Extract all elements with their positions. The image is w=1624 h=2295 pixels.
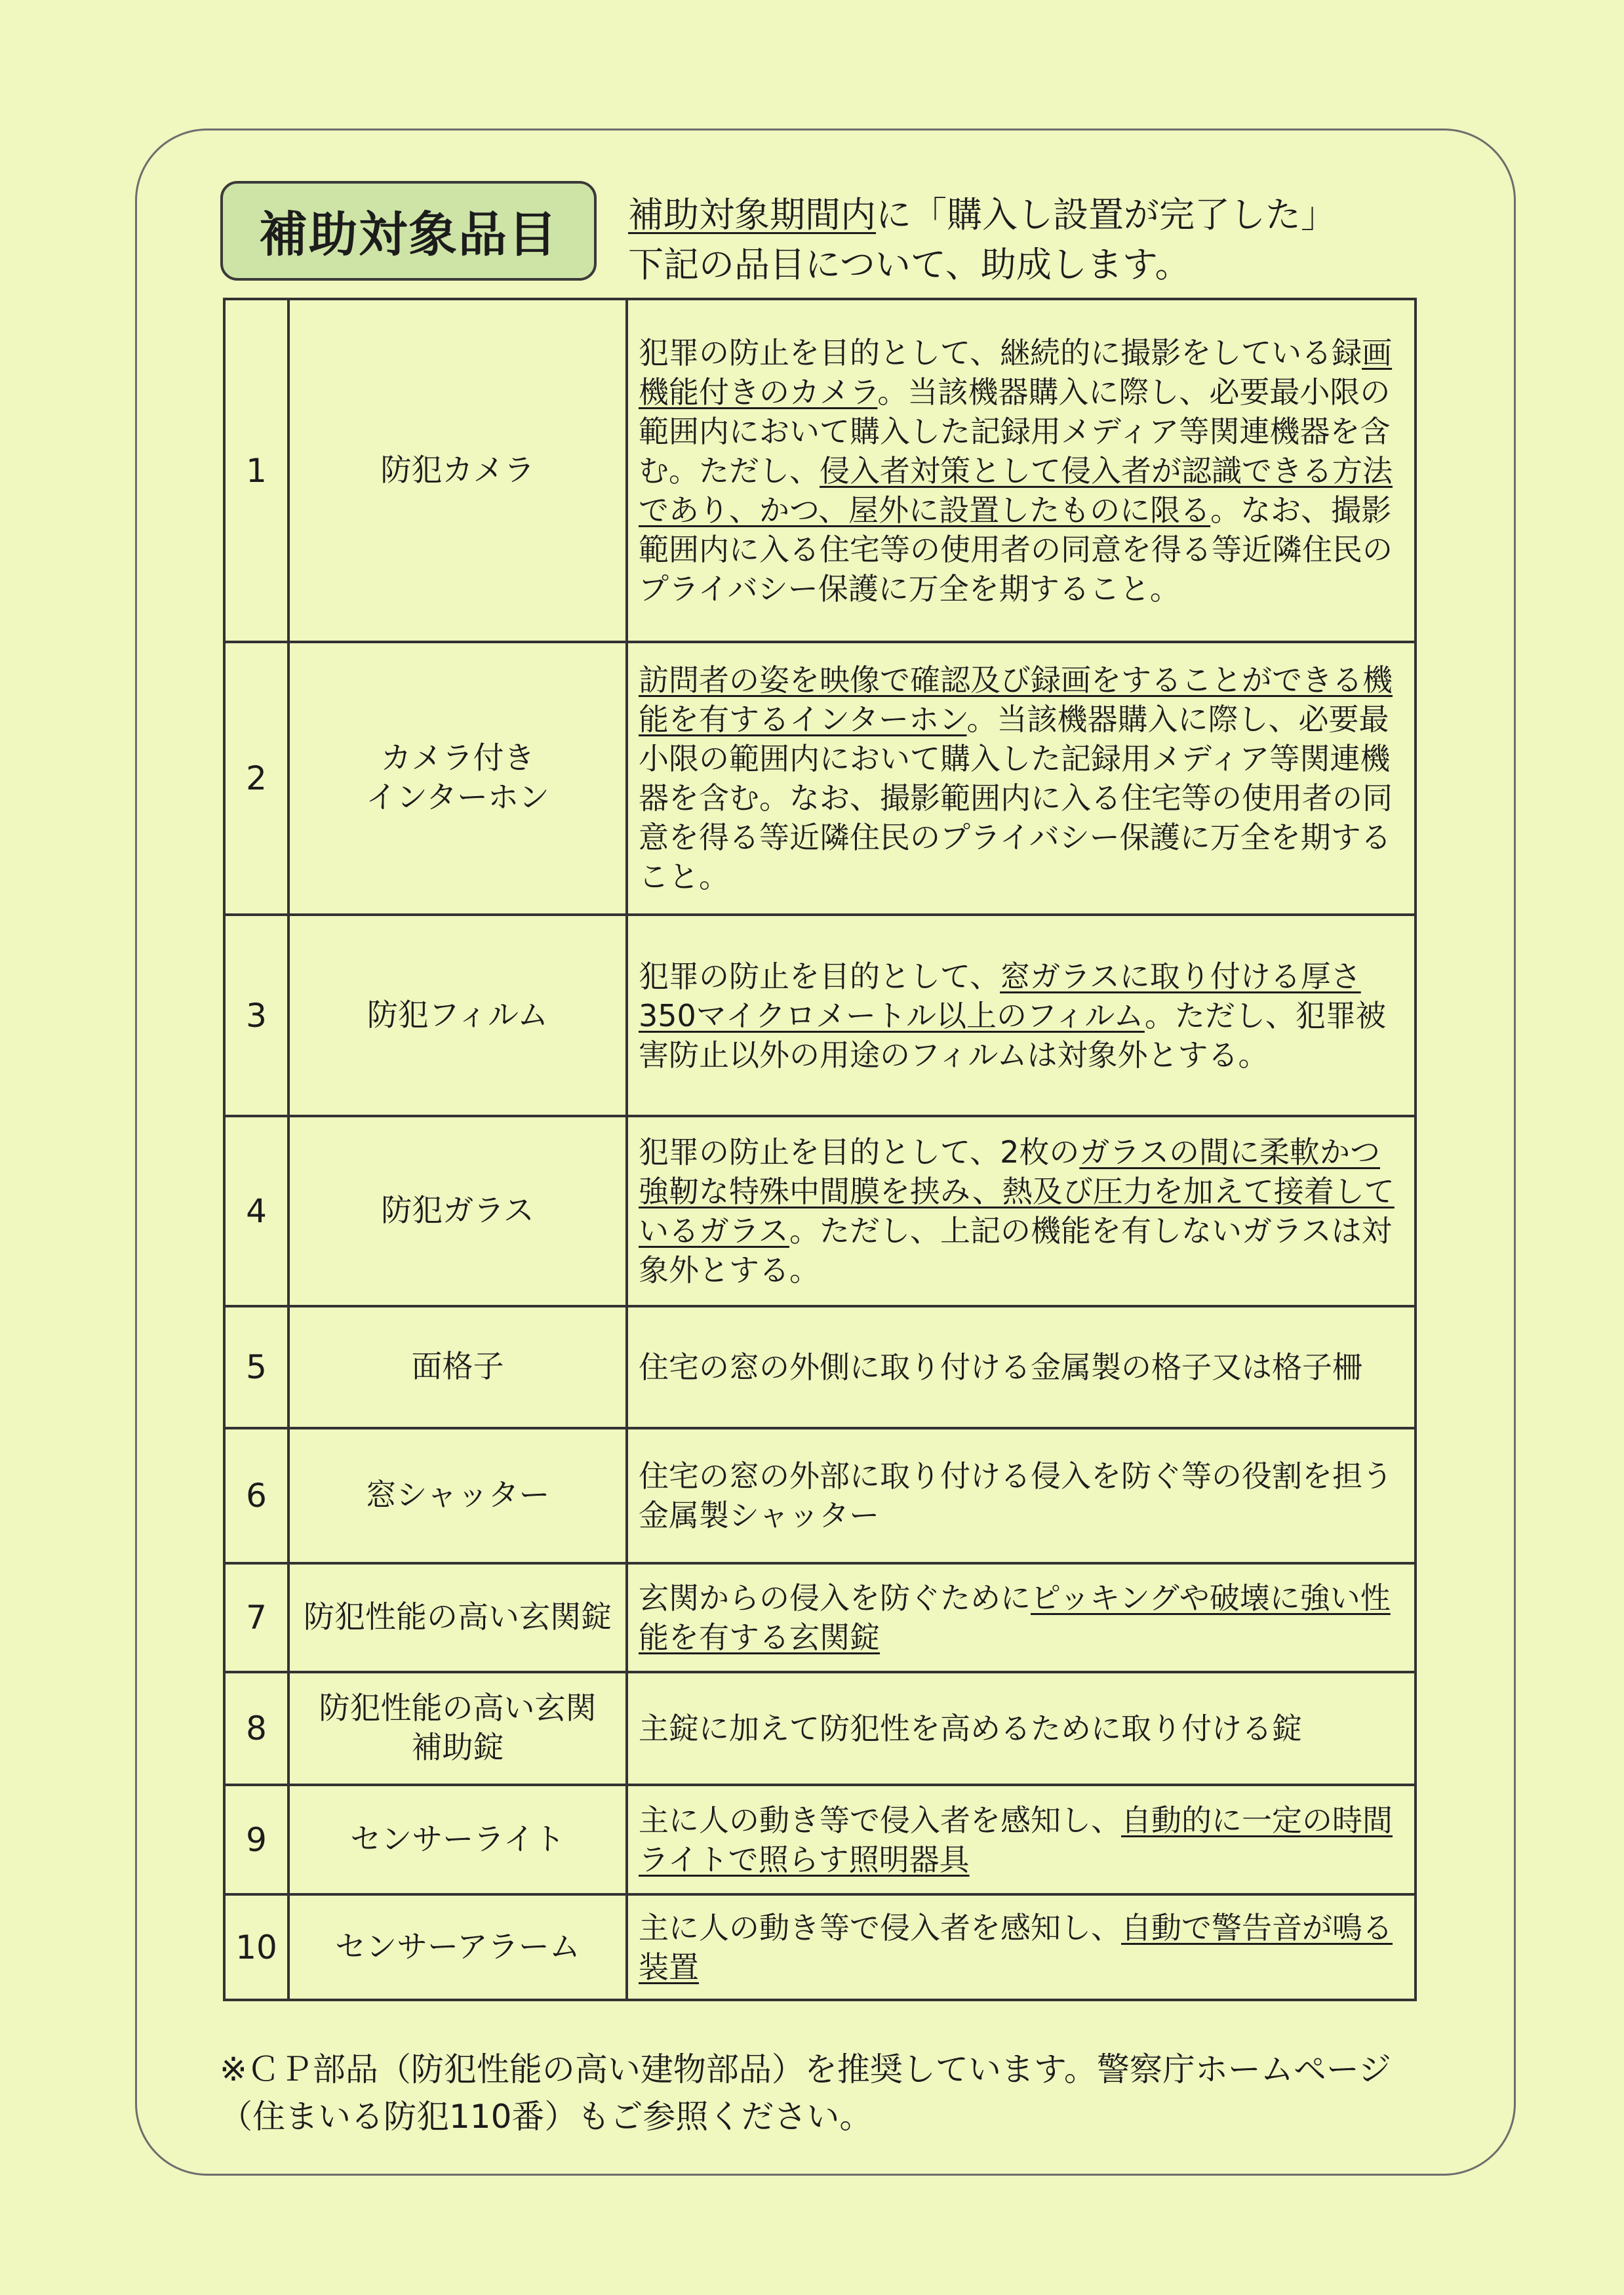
- item-name: [288, 299, 627, 642]
- item-name-line: 防犯カメラ: [380, 452, 535, 489]
- underlined-text: ガラスの間に柔軟かつ強靭な特殊中間膜を挟み、熱及び圧力を加えて接着しているガラス: [639, 1134, 1395, 1248]
- table-row: [224, 1894, 1416, 2000]
- item-name-line: カメラ付き: [380, 740, 535, 776]
- item-name-line: 面格子: [411, 1349, 504, 1385]
- intro-line-2: 下記の品目について、助成します。: [628, 244, 1191, 285]
- item-description: [627, 1563, 1416, 1672]
- item-name-line: 防犯性能の高い玄関: [319, 1690, 597, 1726]
- item-name-line: センサーライト: [350, 1821, 565, 1858]
- footnote: [220, 2046, 1465, 2140]
- item-number: 9: [224, 1785, 288, 1894]
- item-name: [288, 1428, 627, 1563]
- description-text: 主錠に加えて防犯性を高めるために取り付ける錠: [639, 1711, 1302, 1746]
- description-text: 。ただし、犯罪被害防止以外の用途のフィルムは対象外とする。: [639, 997, 1386, 1073]
- item-name: [288, 1116, 627, 1306]
- item-name-line: インターホン: [365, 780, 550, 816]
- underlined-text: 訪問者の姿を映像で確認及び録画をすることができる機能を有するインターホン: [639, 662, 1393, 737]
- description-text: 主に人の動き等で侵入者を感知し、: [639, 1802, 1121, 1838]
- item-name: [288, 1306, 627, 1428]
- underlined-text: 侵入者対策として侵入者が認識できる方法であり、かつ、屋外に設置したものに限る: [639, 452, 1393, 528]
- item-description: [627, 1428, 1416, 1563]
- item-description: [627, 1672, 1416, 1785]
- underlined-text: 窓ガラスに取り付ける厚さ350マイクロメートル以上のフィルム: [639, 958, 1361, 1033]
- item-number: 3: [224, 915, 288, 1116]
- item-number: 2: [224, 642, 288, 915]
- description-text: 住宅の窓の外部に取り付ける侵入を防ぐ等の役割を担う金属製シャッター: [639, 1458, 1393, 1533]
- subsidy-items-body: [224, 299, 1416, 2000]
- description-text: 犯罪の防止を目的として、: [639, 958, 1000, 994]
- item-name: [288, 1894, 627, 2000]
- item-description: [627, 1894, 1416, 2000]
- description-text: 玄関からの侵入を防ぐために: [639, 1580, 1031, 1616]
- item-name-line: 防犯フィルム: [366, 997, 549, 1033]
- subsidy-period-label: 補助対象期間内: [628, 194, 876, 235]
- intro-line-1-rest: に「購入し設置が完了した」: [876, 194, 1336, 235]
- description-text: 。当該機器購入に際し、必要最小限の範囲内において購入した記録用メディア等関連機器を含む。ただし、: [639, 374, 1391, 489]
- description-text: 主に人の動き等で侵入者を感知し、: [639, 1909, 1121, 1946]
- item-name: [288, 915, 627, 1116]
- page-title: 補助対象品目: [220, 181, 597, 281]
- item-name-line: 補助錠: [411, 1730, 504, 1766]
- footnote-line-2: （住まいる防犯110番）もご参照ください。: [220, 2098, 873, 2136]
- item-number: 6: [224, 1428, 288, 1563]
- item-description: [627, 1116, 1416, 1306]
- item-name-line: 防犯ガラス: [381, 1193, 534, 1229]
- table-row: [224, 915, 1416, 1116]
- item-name-line: 窓シャッター: [365, 1477, 550, 1513]
- intro-text: [628, 190, 1480, 290]
- description-text: 犯罪の防止を目的として、継続的に撮影をしている録: [639, 334, 1362, 370]
- underlined-text: 自動で警告音が鳴る装置: [639, 1909, 1393, 1985]
- item-name-line: センサーアラーム: [335, 1928, 580, 1965]
- item-description: [627, 915, 1416, 1116]
- underlined-text: 画機能付きのカメラ: [639, 334, 1393, 410]
- item-description: [627, 642, 1416, 915]
- description-text: 犯罪の防止を目的として、2枚の: [639, 1134, 1080, 1170]
- description-text: 。当該機器購入に際し、必要最小限の範囲内において購入した記録用メディア等関連機器を含む。なお、撮影範囲内に入る住宅等の使用者の同意を得る等近隣住民のプライバシー保護に万全を期すること。: [639, 702, 1393, 894]
- intro-line-1: [628, 190, 1480, 240]
- table-row: [224, 642, 1416, 915]
- table-row: [224, 1306, 1416, 1428]
- item-number: 1: [224, 299, 288, 642]
- underlined-text: 自動的に一定の時間ライトで照らす照明器具: [639, 1802, 1393, 1877]
- item-number: 4: [224, 1116, 288, 1306]
- table-row: [224, 1785, 1416, 1894]
- item-description: [627, 1785, 1416, 1894]
- item-name: [288, 1672, 627, 1785]
- underlined-text: ピッキングや破壊に強い性能を有する玄関錠: [639, 1580, 1391, 1655]
- subsidy-items-table: [223, 298, 1417, 2001]
- table-row: [224, 1428, 1416, 1563]
- footnote-line-1: ※ＣＰ部品（防犯性能の高い建物部品）を推奨しています。警察庁ホームページ: [220, 2050, 1391, 2088]
- description-text: 。なお、撮影範囲内に入る住宅等の使用者の同意を得る等近隣住民のプライバシー保護に万全を期すること。: [639, 492, 1393, 607]
- table-row: [224, 1116, 1416, 1306]
- table-row: [224, 1672, 1416, 1785]
- item-name: [288, 642, 627, 915]
- table-row: [224, 299, 1416, 642]
- item-number: 10: [224, 1894, 288, 2000]
- table-row: [224, 1563, 1416, 1672]
- item-number: 7: [224, 1563, 288, 1672]
- item-description: [627, 1306, 1416, 1428]
- description-text: 。ただし、上記の機能を有しないガラスは対象外とする。: [639, 1213, 1392, 1288]
- description-text: 住宅の窓の外側に取り付ける金属製の格子又は格子柵: [639, 1349, 1362, 1385]
- item-description: [627, 299, 1416, 642]
- item-name: [288, 1563, 627, 1672]
- item-name-line: 防犯性能の高い玄関錠: [304, 1599, 612, 1635]
- item-number: 8: [224, 1672, 288, 1785]
- item-name: [288, 1785, 627, 1894]
- item-number: 5: [224, 1306, 288, 1428]
